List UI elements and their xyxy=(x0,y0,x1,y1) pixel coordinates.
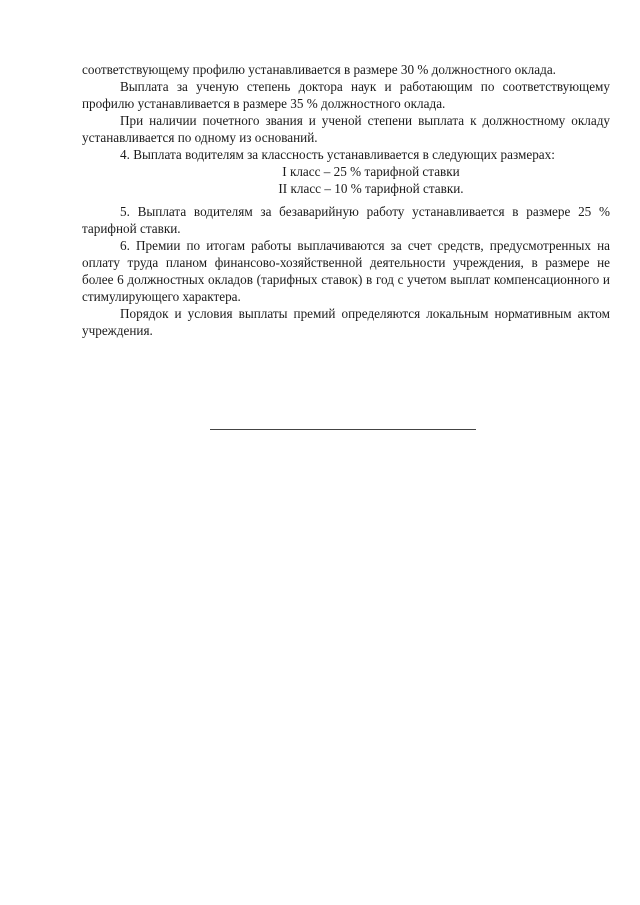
class-rates-list xyxy=(82,163,610,197)
paragraph-driver-class: 4. Выплата водителям за классность устанавливается в следующих размерах: xyxy=(120,147,555,162)
paragraph-bonus-procedure: Порядок и условия выплаты премий определяются локальным нормативным актом учреждения. xyxy=(82,306,610,338)
paragraph-doctor-degree: Выплата за ученую степень доктора наук и работающим по соответствующему профилю устанавливается в размере 35 % должностного оклада. xyxy=(82,79,610,111)
class-rate-item: I класс – 25 % тарифной ставки xyxy=(282,164,460,179)
class-rate-item: II класс – 10 % тарифной ставки. xyxy=(278,181,464,196)
end-separator-line xyxy=(210,429,476,430)
paragraph-accident-free: 5. Выплата водителям за безаварийную работу устанавливается в размере 25 % тарифной ставки. xyxy=(82,204,610,236)
paragraph-continuation: соответствующему профилю устанавливается в размере 30 % должностного оклада. xyxy=(82,62,556,77)
document-body xyxy=(82,61,610,339)
paragraph-honorary-title: При наличии почетного звания и ученой степени выплата к должностному окладу устанавливается по одному из оснований. xyxy=(82,113,610,145)
paragraph-bonuses: 6. Премии по итогам работы выплачиваются за счет средств, предусмотренных на оплату труда планом финансово-хозяйственной деятельности учреждения, в размере не более 6 должностных окладов (тарифных ставок) в год с учетом выплат компенсационного и стимулирующего характера. xyxy=(82,238,610,304)
